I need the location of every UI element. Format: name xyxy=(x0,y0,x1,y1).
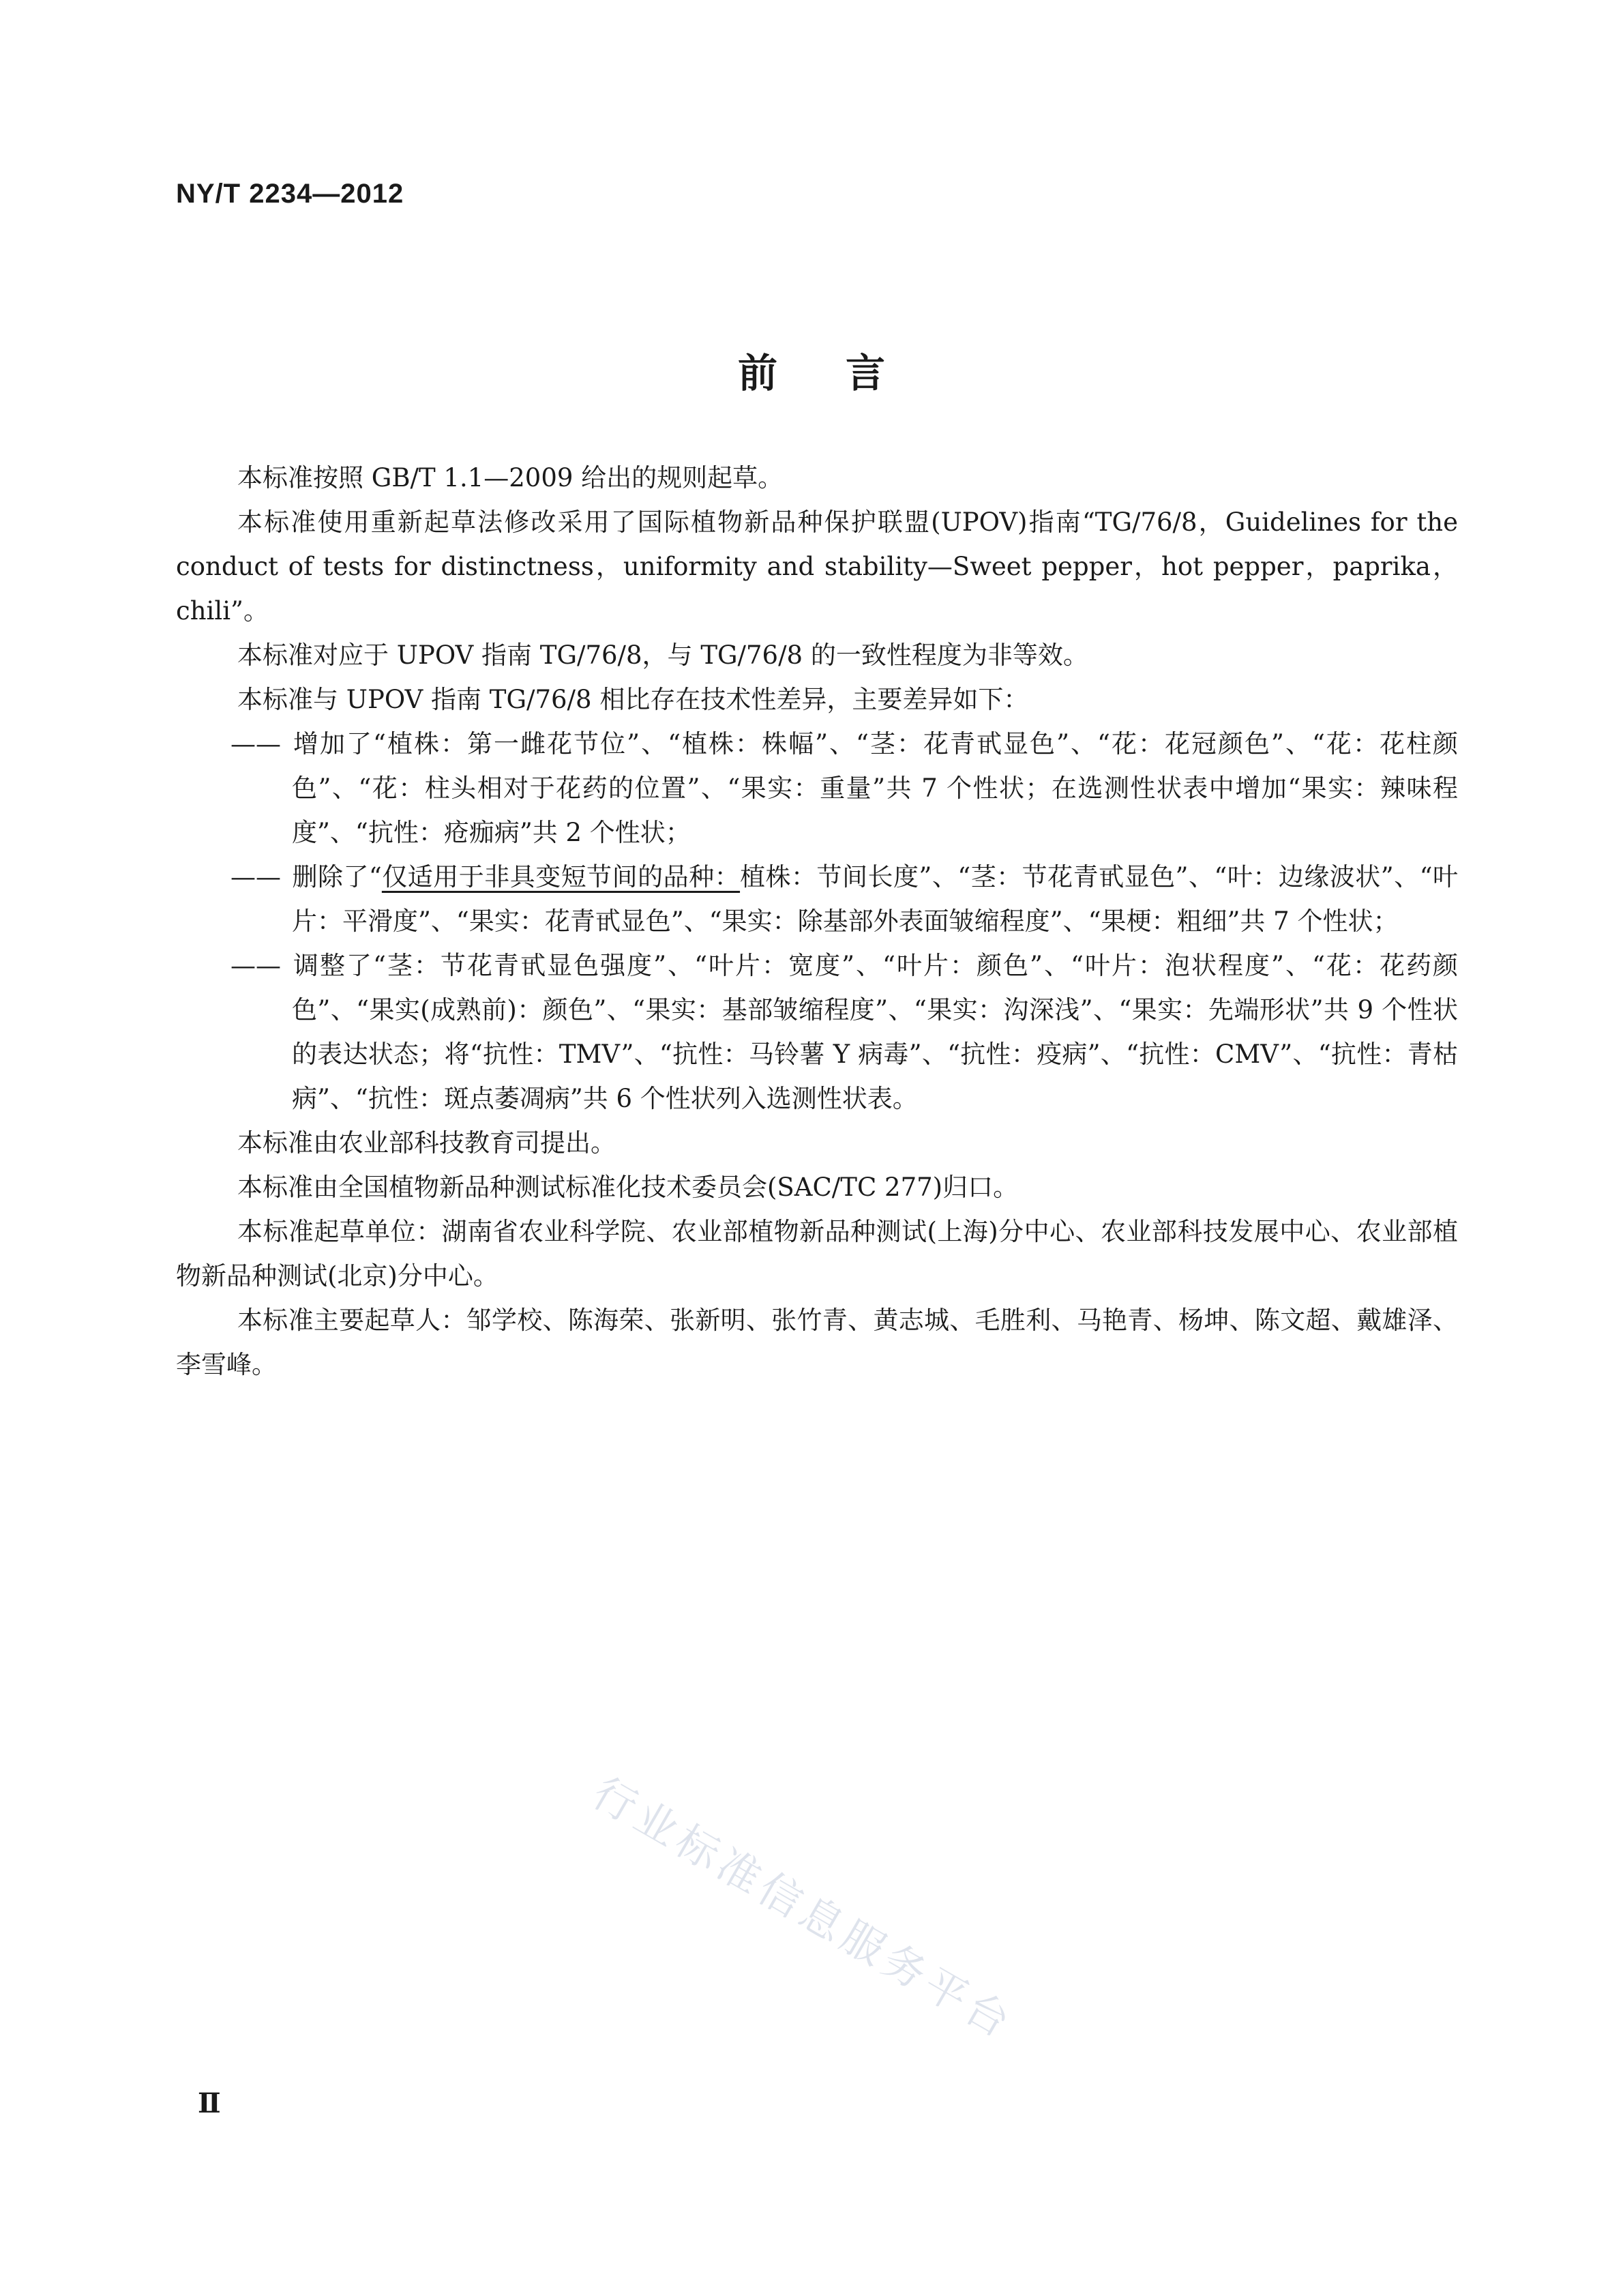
difference-text: 增加了“植株：第一雌花节位”、“植株：株幅”、“茎：花青甙显色”、“花：花冠颜色”、“花：花柱颜色”、“花：柱头相对于花药的位置”、“果实：重量”共 7 个性状；在选测性状表中增加“果实：辣味程度”、“抗性：疮痂病”共 2 个性状； xyxy=(292,729,1458,847)
difference-text-rest: 植株：节间长度”、“茎：节花青甙显色”、“叶：边缘波状”、“叶片：平滑度”、“果实：花青甙显色”、“果实：除基部外表面皱缩程度”、“果梗：粗细”共 7 个性状； xyxy=(292,862,1458,936)
paragraph-drafting-rules: 本标准按照 GB/T 1.1—2009 给出的规则起草。 xyxy=(237,463,784,492)
difference-text: 调整了“茎：节花青甙显色强度”、“叶片：宽度”、“叶片：颜色”、“叶片：泡状程度”、“花：花药颜色”、“果实(成熟前)：颜色”、“果实：基部皱缩程度”、“果实：沟深浅”、“果实：先端形状”共 9 个性状的表达状态；将“抗性：TMV”、“抗性：马铃薯 Y 病毒”、“抗性：疫病”、“抗性：CMV”、“抗性：青枯病”、“抗性：斑点萎凋病”共 6 个性状列入选测性状表。 xyxy=(292,951,1458,1113)
standard-code: NY/T 2234—2012 xyxy=(176,179,404,209)
dash-marker: —— xyxy=(230,951,281,980)
paragraph-drafting-units: 本标准起草单位：湖南省农业科学院、农业部植物新品种测试(上海)分中心、农业部科技发展中心、农业部植物新品种测试(北京)分中心。 xyxy=(176,1217,1458,1291)
difference-text-prefix: 删除了“ xyxy=(292,862,382,892)
difference-item-added xyxy=(176,722,1458,855)
paragraph-drafters: 本标准主要起草人：邹学校、陈海荣、张新明、张竹青、黄志城、毛胜利、马艳青、杨坤、陈文超、戴雄泽、李雪峰。 xyxy=(176,1306,1458,1379)
page-title: 前言 xyxy=(737,350,953,396)
dash-marker: —— xyxy=(230,729,281,759)
paragraph-adoption: 本标准使用重新起草法修改采用了国际植物新品种保护联盟(UPOV)指南“TG/76/8，Guidelines for the conduct of tests for distinctness，uniformity and stability—Sweet pepper，hot pepper，paprika，chili”。 xyxy=(176,507,1458,625)
dash-marker: —— xyxy=(230,862,281,892)
paragraph-proposer: 本标准由农业部科技教育司提出。 xyxy=(237,1128,616,1158)
paragraph-committee: 本标准由全国植物新品种测试标准化技术委员会(SAC/TC 277)归口。 xyxy=(237,1173,1019,1202)
difference-text-underlined: 仅适用于非具变短节间的品种： xyxy=(381,862,741,892)
paragraph-differences-intro: 本标准与 UPOV 指南 TG/76/8 相比存在技术性差异，主要差异如下： xyxy=(237,685,1029,714)
difference-item-deleted xyxy=(176,855,1458,943)
paragraph-correspondence: 本标准对应于 UPOV 指南 TG/76/8，与 TG/76/8 的一致性程度为非等效。 xyxy=(237,641,1088,670)
foreword-body xyxy=(176,456,1458,1387)
difference-item-adjusted xyxy=(176,943,1458,1121)
watermark: 行业标准信息服务平台 xyxy=(584,1767,1023,2050)
page-number: Ⅱ xyxy=(198,2087,221,2119)
